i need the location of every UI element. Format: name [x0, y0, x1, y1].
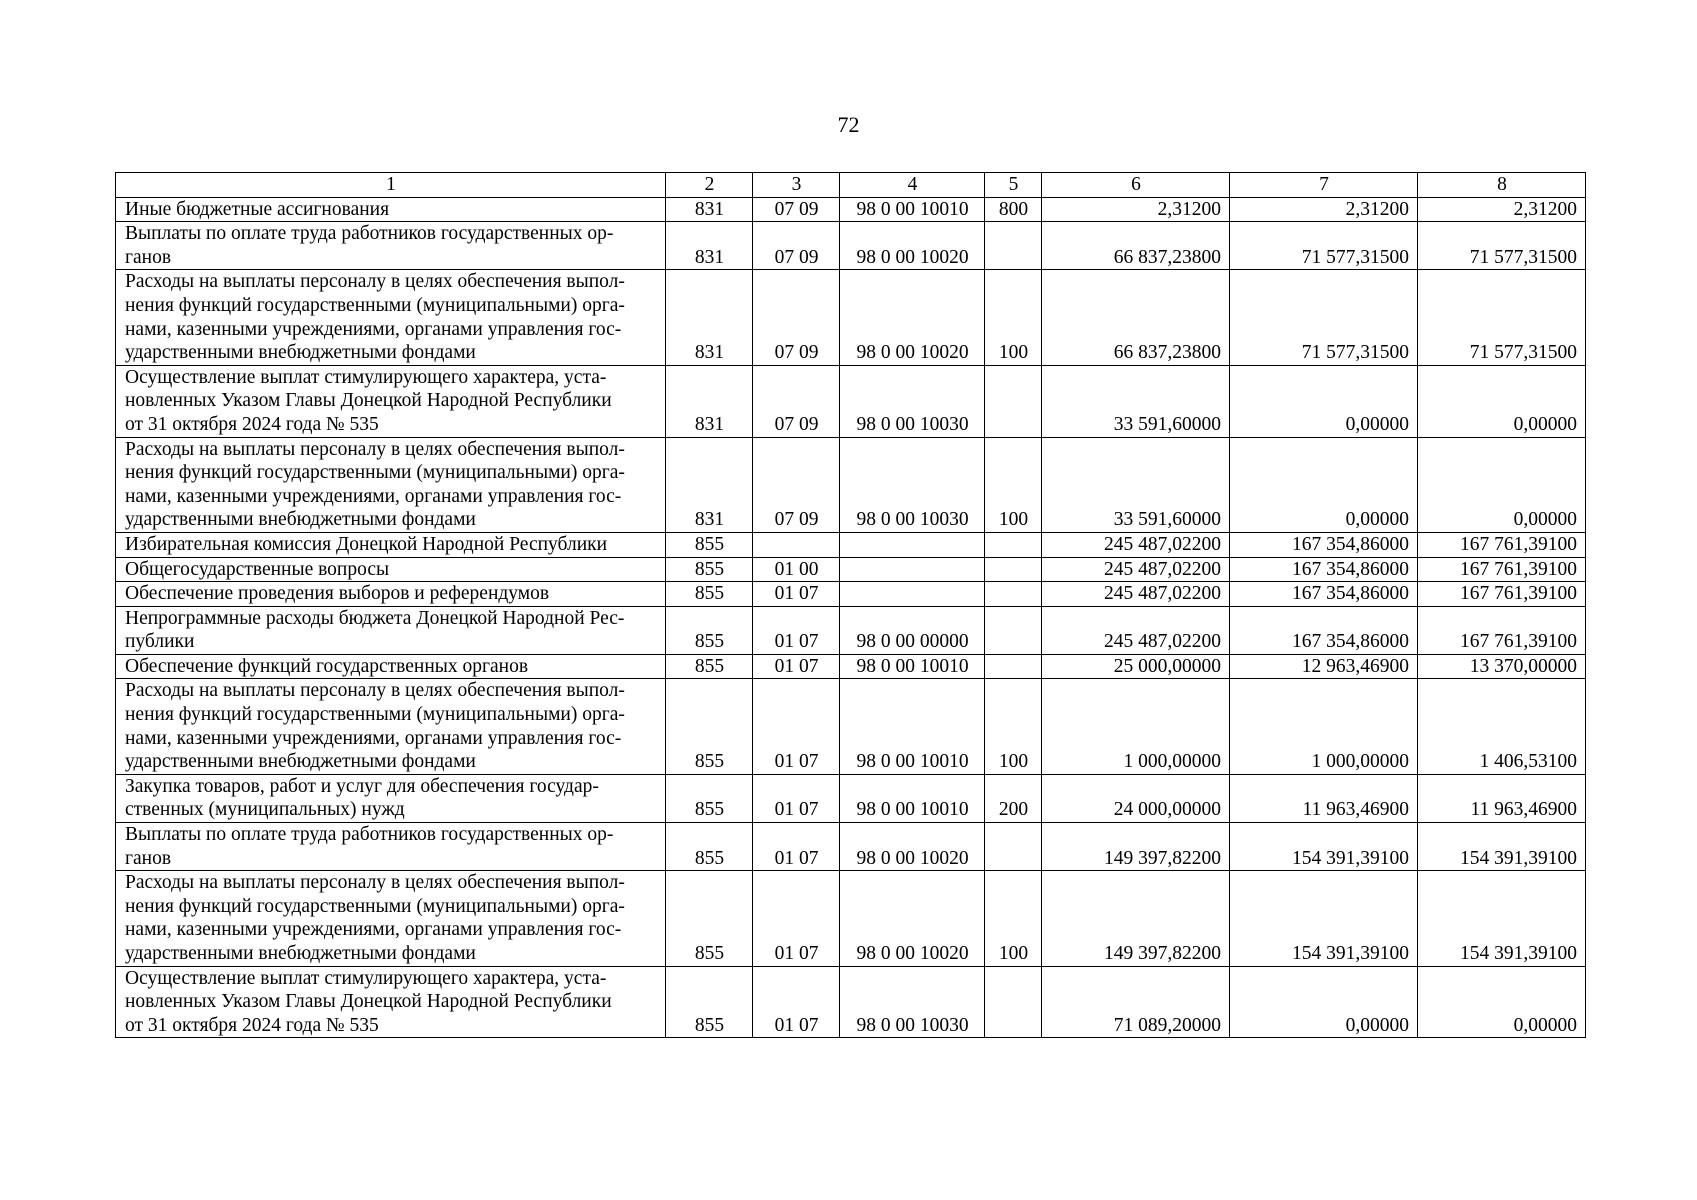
item-name-line: нами, казенными учреждениями, органами управления гос-: [125, 318, 622, 340]
cell-item-name: [116, 606, 666, 654]
budget-table: [115, 172, 1586, 1038]
item-name-line: нения функций государственными (муниципальными) орга-: [125, 462, 625, 484]
cell-item-name: [116, 270, 666, 365]
cell-amount-col8: 71 577,31500: [1418, 222, 1586, 270]
cell-amount-col8: 0,00000: [1418, 437, 1586, 532]
header-cell-8: 8: [1418, 173, 1586, 198]
cell-amount-col6: 2,31200: [1042, 197, 1230, 222]
table-row: [116, 774, 1586, 822]
cell-amount-col7: 167 354,86000: [1230, 582, 1418, 607]
table-row: [116, 222, 1586, 270]
cell-amount-col7: 2,31200: [1230, 197, 1418, 222]
header-cell-7: 7: [1230, 173, 1418, 198]
cell-target-article: 98 0 00 10030: [840, 437, 985, 532]
item-name-line: ственных (муниципальных) нужд: [125, 799, 405, 821]
cell-section-code: 07 09: [753, 222, 840, 270]
cell-amount-col6: 33 591,60000: [1042, 365, 1230, 437]
header-cell-5: 5: [985, 173, 1042, 198]
item-name-line: Расходы на выплаты персоналу в целях обеспечения выпол-: [125, 271, 625, 293]
item-name-line: нения функций государственными (муниципальными) орга-: [125, 294, 625, 316]
cell-amount-col6: 149 397,82200: [1042, 871, 1230, 966]
cell-target-article: 98 0 00 10030: [840, 365, 985, 437]
cell-target-article: 98 0 00 10010: [840, 197, 985, 222]
item-name-line: новленных Указом Главы Донецкой Народной Республики: [125, 390, 612, 412]
cell-amount-col8: 0,00000: [1418, 365, 1586, 437]
cell-amount-col6: 245 487,02200: [1042, 557, 1230, 582]
cell-amount-col8: 167 761,39100: [1418, 532, 1586, 557]
item-name-line: от 31 октября 2024 года № 535: [125, 413, 379, 435]
cell-target-article: 98 0 00 10010: [840, 774, 985, 822]
cell-item-name: [116, 679, 666, 774]
item-name-line: Общегосударственные вопросы: [125, 558, 390, 580]
cell-expense-type: [985, 823, 1042, 871]
table-row: [116, 871, 1586, 966]
item-name-line: Выплаты по оплате труда работников государственных ор-: [125, 223, 614, 245]
cell-section-code: [753, 532, 840, 557]
item-name-line: Обеспечение функций государственных органов: [125, 655, 529, 677]
cell-ministry-code: 831: [666, 197, 753, 222]
cell-expense-type: [985, 222, 1042, 270]
cell-amount-col7: 154 391,39100: [1230, 823, 1418, 871]
cell-amount-col7: 167 354,86000: [1230, 532, 1418, 557]
cell-section-code: 01 07: [753, 606, 840, 654]
table-row: [116, 365, 1586, 437]
cell-section-code: 01 07: [753, 774, 840, 822]
cell-amount-col6: 66 837,23800: [1042, 222, 1230, 270]
cell-item-name: [116, 871, 666, 966]
cell-target-article: 98 0 00 10010: [840, 679, 985, 774]
cell-amount-col8: 1 406,53100: [1418, 679, 1586, 774]
cell-item-name: [116, 197, 666, 222]
table-row: [116, 606, 1586, 654]
cell-ministry-code: 855: [666, 774, 753, 822]
table-header-row: [116, 173, 1586, 198]
cell-target-article: 98 0 00 10020: [840, 823, 985, 871]
item-name-line: Расходы на выплаты персоналу в целях обеспечения выпол-: [125, 438, 625, 460]
cell-target-article: 98 0 00 10010: [840, 654, 985, 679]
cell-section-code: 07 09: [753, 270, 840, 365]
table-row: [116, 582, 1586, 607]
item-name-line: нения функций государственными (муниципальными) орга-: [125, 704, 625, 726]
item-name-line: нами, казенными учреждениями, органами управления гос-: [125, 727, 622, 749]
cell-amount-col6: 245 487,02200: [1042, 532, 1230, 557]
cell-amount-col7: 167 354,86000: [1230, 557, 1418, 582]
cell-expense-type: [985, 582, 1042, 607]
cell-ministry-code: 855: [666, 966, 753, 1038]
cell-amount-col7: 154 391,39100: [1230, 871, 1418, 966]
item-name-line: Непрограммные расходы бюджета Донецкой Народной Рес-: [125, 607, 625, 629]
header-cell-6: 6: [1042, 173, 1230, 198]
cell-amount-col8: 11 963,46900: [1418, 774, 1586, 822]
item-name-line: ударственными внебюджетными фондами: [125, 943, 476, 964]
cell-ministry-code: 855: [666, 557, 753, 582]
item-name-line: публики: [125, 631, 195, 653]
item-name-line: Осуществление выплат стимулирующего характера, уста-: [125, 967, 607, 989]
cell-item-name: [116, 365, 666, 437]
header-cell-2: 2: [666, 173, 753, 198]
cell-item-name: [116, 654, 666, 679]
cell-section-code: 01 07: [753, 582, 840, 607]
cell-amount-col6: 25 000,00000: [1042, 654, 1230, 679]
item-name-line: от 31 октября 2024 года № 535: [125, 1014, 379, 1036]
cell-section-code: 01 07: [753, 679, 840, 774]
cell-amount-col8: 154 391,39100: [1418, 871, 1586, 966]
cell-target-article: [840, 557, 985, 582]
cell-section-code: 01 07: [753, 871, 840, 966]
table-row: [116, 654, 1586, 679]
table-row: [116, 437, 1586, 532]
cell-ministry-code: 855: [666, 823, 753, 871]
cell-item-name: [116, 966, 666, 1038]
cell-amount-col8: 13 370,00000: [1418, 654, 1586, 679]
cell-section-code: 07 09: [753, 437, 840, 532]
cell-expense-type: 100: [985, 437, 1042, 532]
cell-item-name: [116, 823, 666, 871]
cell-section-code: 01 00: [753, 557, 840, 582]
cell-expense-type: 200: [985, 774, 1042, 822]
cell-target-article: [840, 532, 985, 557]
cell-section-code: 01 07: [753, 823, 840, 871]
cell-section-code: 01 07: [753, 654, 840, 679]
cell-amount-col6: 33 591,60000: [1042, 437, 1230, 532]
cell-section-code: 07 09: [753, 365, 840, 437]
cell-amount-col8: 154 391,39100: [1418, 823, 1586, 871]
item-name-line: Иные бюджетные ассигнования: [125, 198, 390, 220]
cell-ministry-code: 831: [666, 222, 753, 270]
cell-expense-type: 100: [985, 679, 1042, 774]
cell-ministry-code: 855: [666, 871, 753, 966]
table-row: [116, 679, 1586, 774]
cell-ministry-code: 831: [666, 437, 753, 532]
cell-ministry-code: 831: [666, 270, 753, 365]
cell-amount-col7: 0,00000: [1230, 966, 1418, 1038]
cell-target-article: 98 0 00 10020: [840, 871, 985, 966]
item-name-line: ударственными внебюджетными фондами: [125, 751, 476, 773]
item-name-line: новленных Указом Главы Донецкой Народной Республики: [125, 991, 612, 1013]
cell-target-article: 98 0 00 00000: [840, 606, 985, 654]
cell-item-name: [116, 582, 666, 607]
cell-section-code: 07 09: [753, 197, 840, 222]
cell-amount-col7: 12 963,46900: [1230, 654, 1418, 679]
cell-amount-col6: 149 397,82200: [1042, 823, 1230, 871]
cell-ministry-code: 855: [666, 606, 753, 654]
cell-expense-type: 100: [985, 871, 1042, 966]
table-row: [116, 966, 1586, 1038]
cell-target-article: 98 0 00 10020: [840, 222, 985, 270]
cell-expense-type: [985, 557, 1042, 582]
cell-target-article: 98 0 00 10020: [840, 270, 985, 365]
cell-amount-col6: 245 487,02200: [1042, 582, 1230, 607]
item-name-line: ударственными внебюджетными фондами: [125, 509, 476, 531]
cell-amount-col8: 0,00000: [1418, 966, 1586, 1038]
table-row: [116, 557, 1586, 582]
cell-amount-col8: 2,31200: [1418, 197, 1586, 222]
item-name-line: Избирательная комиссия Донецкой Народной Республики: [125, 533, 608, 555]
cell-expense-type: [985, 532, 1042, 557]
cell-ministry-code: 855: [666, 654, 753, 679]
cell-amount-col7: 167 354,86000: [1230, 606, 1418, 654]
cell-expense-type: [985, 606, 1042, 654]
table-row: [116, 823, 1586, 871]
cell-ministry-code: 831: [666, 365, 753, 437]
cell-expense-type: [985, 365, 1042, 437]
item-name-line: ганов: [125, 246, 172, 268]
cell-amount-col7: 0,00000: [1230, 365, 1418, 437]
cell-amount-col7: 11 963,46900: [1230, 774, 1418, 822]
item-name-line: Расходы на выплаты персоналу в целях обеспечения выпол-: [125, 872, 625, 894]
cell-item-name: [116, 222, 666, 270]
cell-expense-type: [985, 966, 1042, 1038]
cell-expense-type: [985, 654, 1042, 679]
cell-amount-col7: 0,00000: [1230, 437, 1418, 532]
cell-ministry-code: 855: [666, 532, 753, 557]
item-name-line: Выплаты по оплате труда работников государственных ор-: [125, 824, 614, 846]
header-cell-1: 1: [116, 173, 666, 198]
cell-amount-col8: 167 761,39100: [1418, 606, 1586, 654]
table-row: [116, 270, 1586, 365]
item-name-line: Расходы на выплаты персоналу в целях обеспечения выпол-: [125, 680, 625, 702]
cell-target-article: [840, 582, 985, 607]
cell-amount-col7: 71 577,31500: [1230, 222, 1418, 270]
cell-item-name: [116, 437, 666, 532]
cell-item-name: [116, 532, 666, 557]
cell-section-code: 01 07: [753, 966, 840, 1038]
item-name-line: Закупка товаров, работ и услуг для обеспечения государ-: [125, 775, 599, 797]
cell-ministry-code: 855: [666, 582, 753, 607]
table-row: [116, 532, 1586, 557]
table-row: [116, 197, 1586, 222]
cell-amount-col7: 71 577,31500: [1230, 270, 1418, 365]
cell-amount-col6: 24 000,00000: [1042, 774, 1230, 822]
item-name-line: Осуществление выплат стимулирующего характера, уста-: [125, 366, 607, 388]
header-cell-3: 3: [753, 173, 840, 198]
cell-expense-type: 800: [985, 197, 1042, 222]
header-cell-4: 4: [840, 173, 985, 198]
cell-amount-col8: 71 577,31500: [1418, 270, 1586, 365]
cell-amount-col8: 167 761,39100: [1418, 582, 1586, 607]
cell-amount-col6: 245 487,02200: [1042, 606, 1230, 654]
cell-ministry-code: 855: [666, 679, 753, 774]
cell-item-name: [116, 557, 666, 582]
item-name-line: ганов: [125, 847, 172, 869]
cell-amount-col6: 1 000,00000: [1042, 679, 1230, 774]
cell-item-name: [116, 774, 666, 822]
item-name-line: нами, казенными учреждениями, органами управления гос-: [125, 919, 622, 941]
cell-amount-col6: 66 837,23800: [1042, 270, 1230, 365]
page-number: 72: [837, 112, 860, 137]
cell-amount-col8: 167 761,39100: [1418, 557, 1586, 582]
item-name-line: нами, казенными учреждениями, органами управления гос-: [125, 485, 622, 507]
cell-amount-col7: 1 000,00000: [1230, 679, 1418, 774]
item-name-line: ударственными внебюджетными фондами: [125, 342, 476, 364]
cell-amount-col6: 71 089,20000: [1042, 966, 1230, 1038]
cell-target-article: 98 0 00 10030: [840, 966, 985, 1038]
table-body: [116, 197, 1586, 1038]
cell-expense-type: 100: [985, 270, 1042, 365]
item-name-line: Обеспечение проведения выборов и референдумов: [125, 583, 550, 605]
item-name-line: нения функций государственными (муниципальными) орга-: [125, 895, 625, 917]
